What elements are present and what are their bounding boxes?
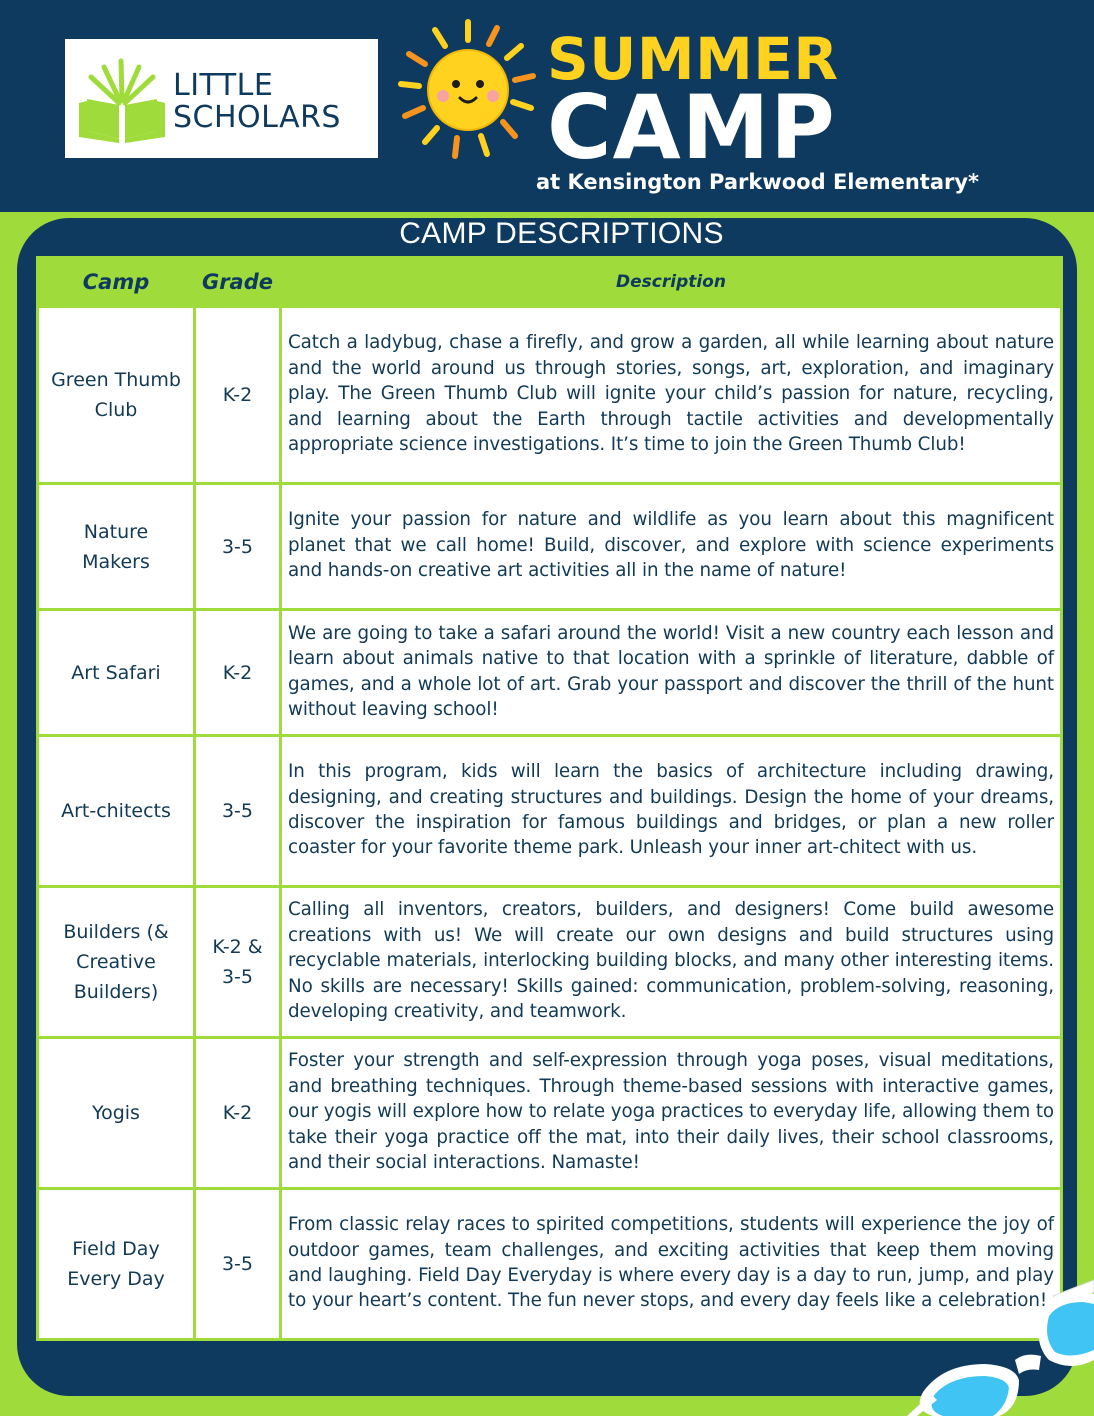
camp-name: Art-chitects [38, 736, 195, 887]
title-summer: SUMMER [547, 25, 839, 93]
location-text: at Kensington Parkwood Elementary* [536, 170, 980, 194]
smiling-sun-icon [393, 14, 543, 164]
camp-name: Nature Makers [38, 484, 195, 610]
camp-name: Field Day Every Day [38, 1189, 195, 1340]
table-header-row [38, 258, 1062, 307]
camp-grade: K-2 [195, 1038, 281, 1189]
section-title: CAMP DESCRIPTIONS [399, 217, 724, 250]
column-header-camp: Camp [38, 258, 195, 307]
camp-description: Catch a ladybug, chase a firefly, and grow a garden, all while learning about nature and the world around us through stories, songs, art, exploration, and imaginary play. The Green Thumb Club will ignite your child’s passion for nature, recycling, and learning about the Earth through tactile activities and developmentally appropriate science investigations. It’s time to join the Green Thumb Club! [281, 307, 1062, 484]
camp-description: We are going to take a safari around the world! Visit a new country each lesson and learn about animals native to that location with a sprinkle of literature, dabble of games, and a whole lot of art. Grab your passport and discover the thrill of the hunt without leaving school! [281, 610, 1062, 736]
camp-grade: K-2 [195, 307, 281, 484]
camp-grade: K-2 & 3-5 [195, 887, 281, 1038]
sunglasses-icon [903, 1272, 1094, 1416]
camp-grade: 3-5 [195, 736, 281, 887]
camp-description: Foster your strength and self-expression through yoga poses, visual meditations, and breathing techniques. Through theme-based sessions with interactive games, our yogis will explore how to relate yoga practices to everyday life, allowing them to take their yoga practice off the mat, into their daily lives, their school classrooms, and their social interactions. Namaste! [281, 1038, 1062, 1189]
camp-description: In this program, kids will learn the basics of architecture including drawing, designing, and creating structures and buildings. Design the home of your dreams, discover the inspiration for famous buildings and bridges, or plan a new roller coaster for your favorite theme park. Unleash your inner art-chitect with us. [281, 736, 1062, 887]
title-camp: CAMP [547, 76, 836, 179]
camp-description: Ignite your passion for nature and wildlife as you learn about this magnificent planet that we call home! Build, discover, and explore with science experiments and hands-on creative art activities all in the name of nature! [281, 484, 1062, 610]
column-header-description: Description [281, 258, 1062, 307]
logo-text-line2: SCHOLARS [173, 100, 341, 135]
camp-name: Builders (& Creative Builders) [38, 887, 195, 1038]
little-scholars-logo [65, 39, 378, 158]
table-row [38, 307, 1062, 484]
header-banner [0, 0, 1094, 212]
camp-table [36, 256, 1063, 1341]
column-header-grade: Grade [195, 258, 281, 307]
camp-name: Yogis [38, 1038, 195, 1189]
camp-description: Calling all inventors, creators, builders, and designers! Come build awesome creations with us! We will create our own designs and build structures using recyclable materials, interlocking building blocks, and many other interesting items. No skills are necessary! Skills gained: communication, problem-solving, reasoning, developing creativity, and teamwork. [281, 887, 1062, 1038]
camp-grade: 3-5 [195, 484, 281, 610]
camp-name: Green Thumb Club [38, 307, 195, 484]
camp-name: Art Safari [38, 610, 195, 736]
table-row [38, 484, 1062, 610]
camp-description: From classic relay races to spirited competitions, students will experience the joy of outdoor games, team challenges, and exciting activities that keep them moving and laughing. Field Day Everyday is where every day is a day to run, jump, and play to your heart’s content. The fun never stops, and every day feels like a celebration! [281, 1189, 1062, 1340]
table-row [38, 1038, 1062, 1189]
camp-grade: K-2 [195, 610, 281, 736]
open-book-icon [79, 55, 165, 143]
table-row [38, 887, 1062, 1038]
table-row [38, 610, 1062, 736]
logo-text-line1: LITTLE [173, 68, 274, 103]
camp-grade: 3-5 [195, 1189, 281, 1340]
table-row [38, 736, 1062, 887]
